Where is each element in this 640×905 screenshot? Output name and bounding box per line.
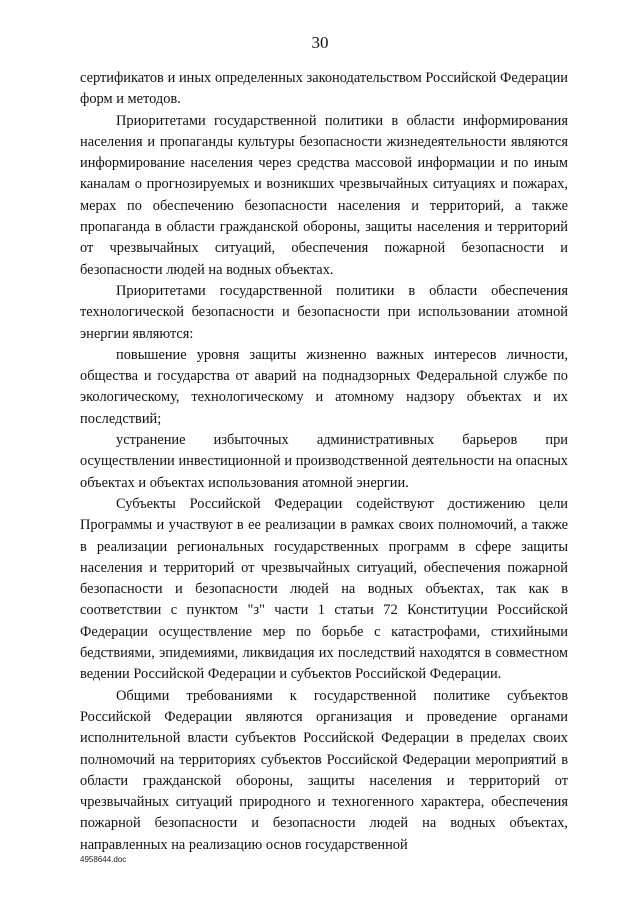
paragraph-general-requirements: Общими требованиями к государственной политике субъектов Российской Федерации являются организация и проведение органами исполнительной власти субъектов Российской Федерации в пределах своих полномочий на территориях субъектов Российской Федерации мероприятий в области гражданской обороны, защиты населения и территорий от чрезвычайных ситуаций природного и техногенного характера, обеспечения пожарной безопасности и безопасности людей на водных объектах, направленных на реализацию основ государственной — [80, 687, 568, 853]
document-body — [80, 68, 568, 856]
footer-filename: 4958644.doc — [80, 855, 127, 864]
paragraph-barriers-removal: устранение избыточных административных барьеров при осуществлении инвестиционной и производственной деятельности на опасных объектах и объектах использования атомной энергии. — [80, 432, 568, 491]
paragraph-federation-subjects: Субъекты Российской Федерации содействуют достижению цели Программы и участвуют в ее реализации в рамках своих полномочий, а также в реализации региональных государственных программ в сфере защиты населения и территорий от чрезвычайных ситуаций, обеспечения пожарной безопасности и безопасности людей на водных объектах, так как в соответствии с пунктом "з" части 1 статьи 72 Конституции Российской Федерации осуществление мер по борьбе с катастрофами, стихийными бедствиями, эпидемиями, ликвидация их последствий находятся в совместном ведении Российской Федерации и субъектов Российской Федерации. — [80, 495, 568, 683]
paragraph-continuation: сертификатов и иных определенных законодательством Российской Федерации форм и методов. — [80, 70, 568, 108]
paragraph-protection-level: повышение уровня защиты жизненно важных интересов личности, общества и государства от аварий на поднадзорных Федеральной службе по экологическому, технологическому и атомному надзору объектах и их последствий; — [80, 346, 568, 427]
paragraph-information-priorities: Приоритетами государственной политики в области информирования населения и пропаганды культуры безопасности жизнедеятельности являются информирование населения через средства массовой информации и по иным каналам о прогнозируемых и возникших чрезвычайных ситуациях и пожарах, мерах по обеспечению безопасности населения и территорий, а также пропаганда в области гражданской обороны, защиты населения и территорий от чрезвычайных ситуаций, обеспечения пожарной безопасности и безопасности людей на водных объектах. — [80, 112, 568, 278]
page-number: 30 — [311, 33, 329, 52]
paragraph-technological-safety-priorities: Приоритетами государственной политики в области обеспечения технологической безопасности и безопасности при использовании атомной энергии являются: — [80, 282, 568, 342]
